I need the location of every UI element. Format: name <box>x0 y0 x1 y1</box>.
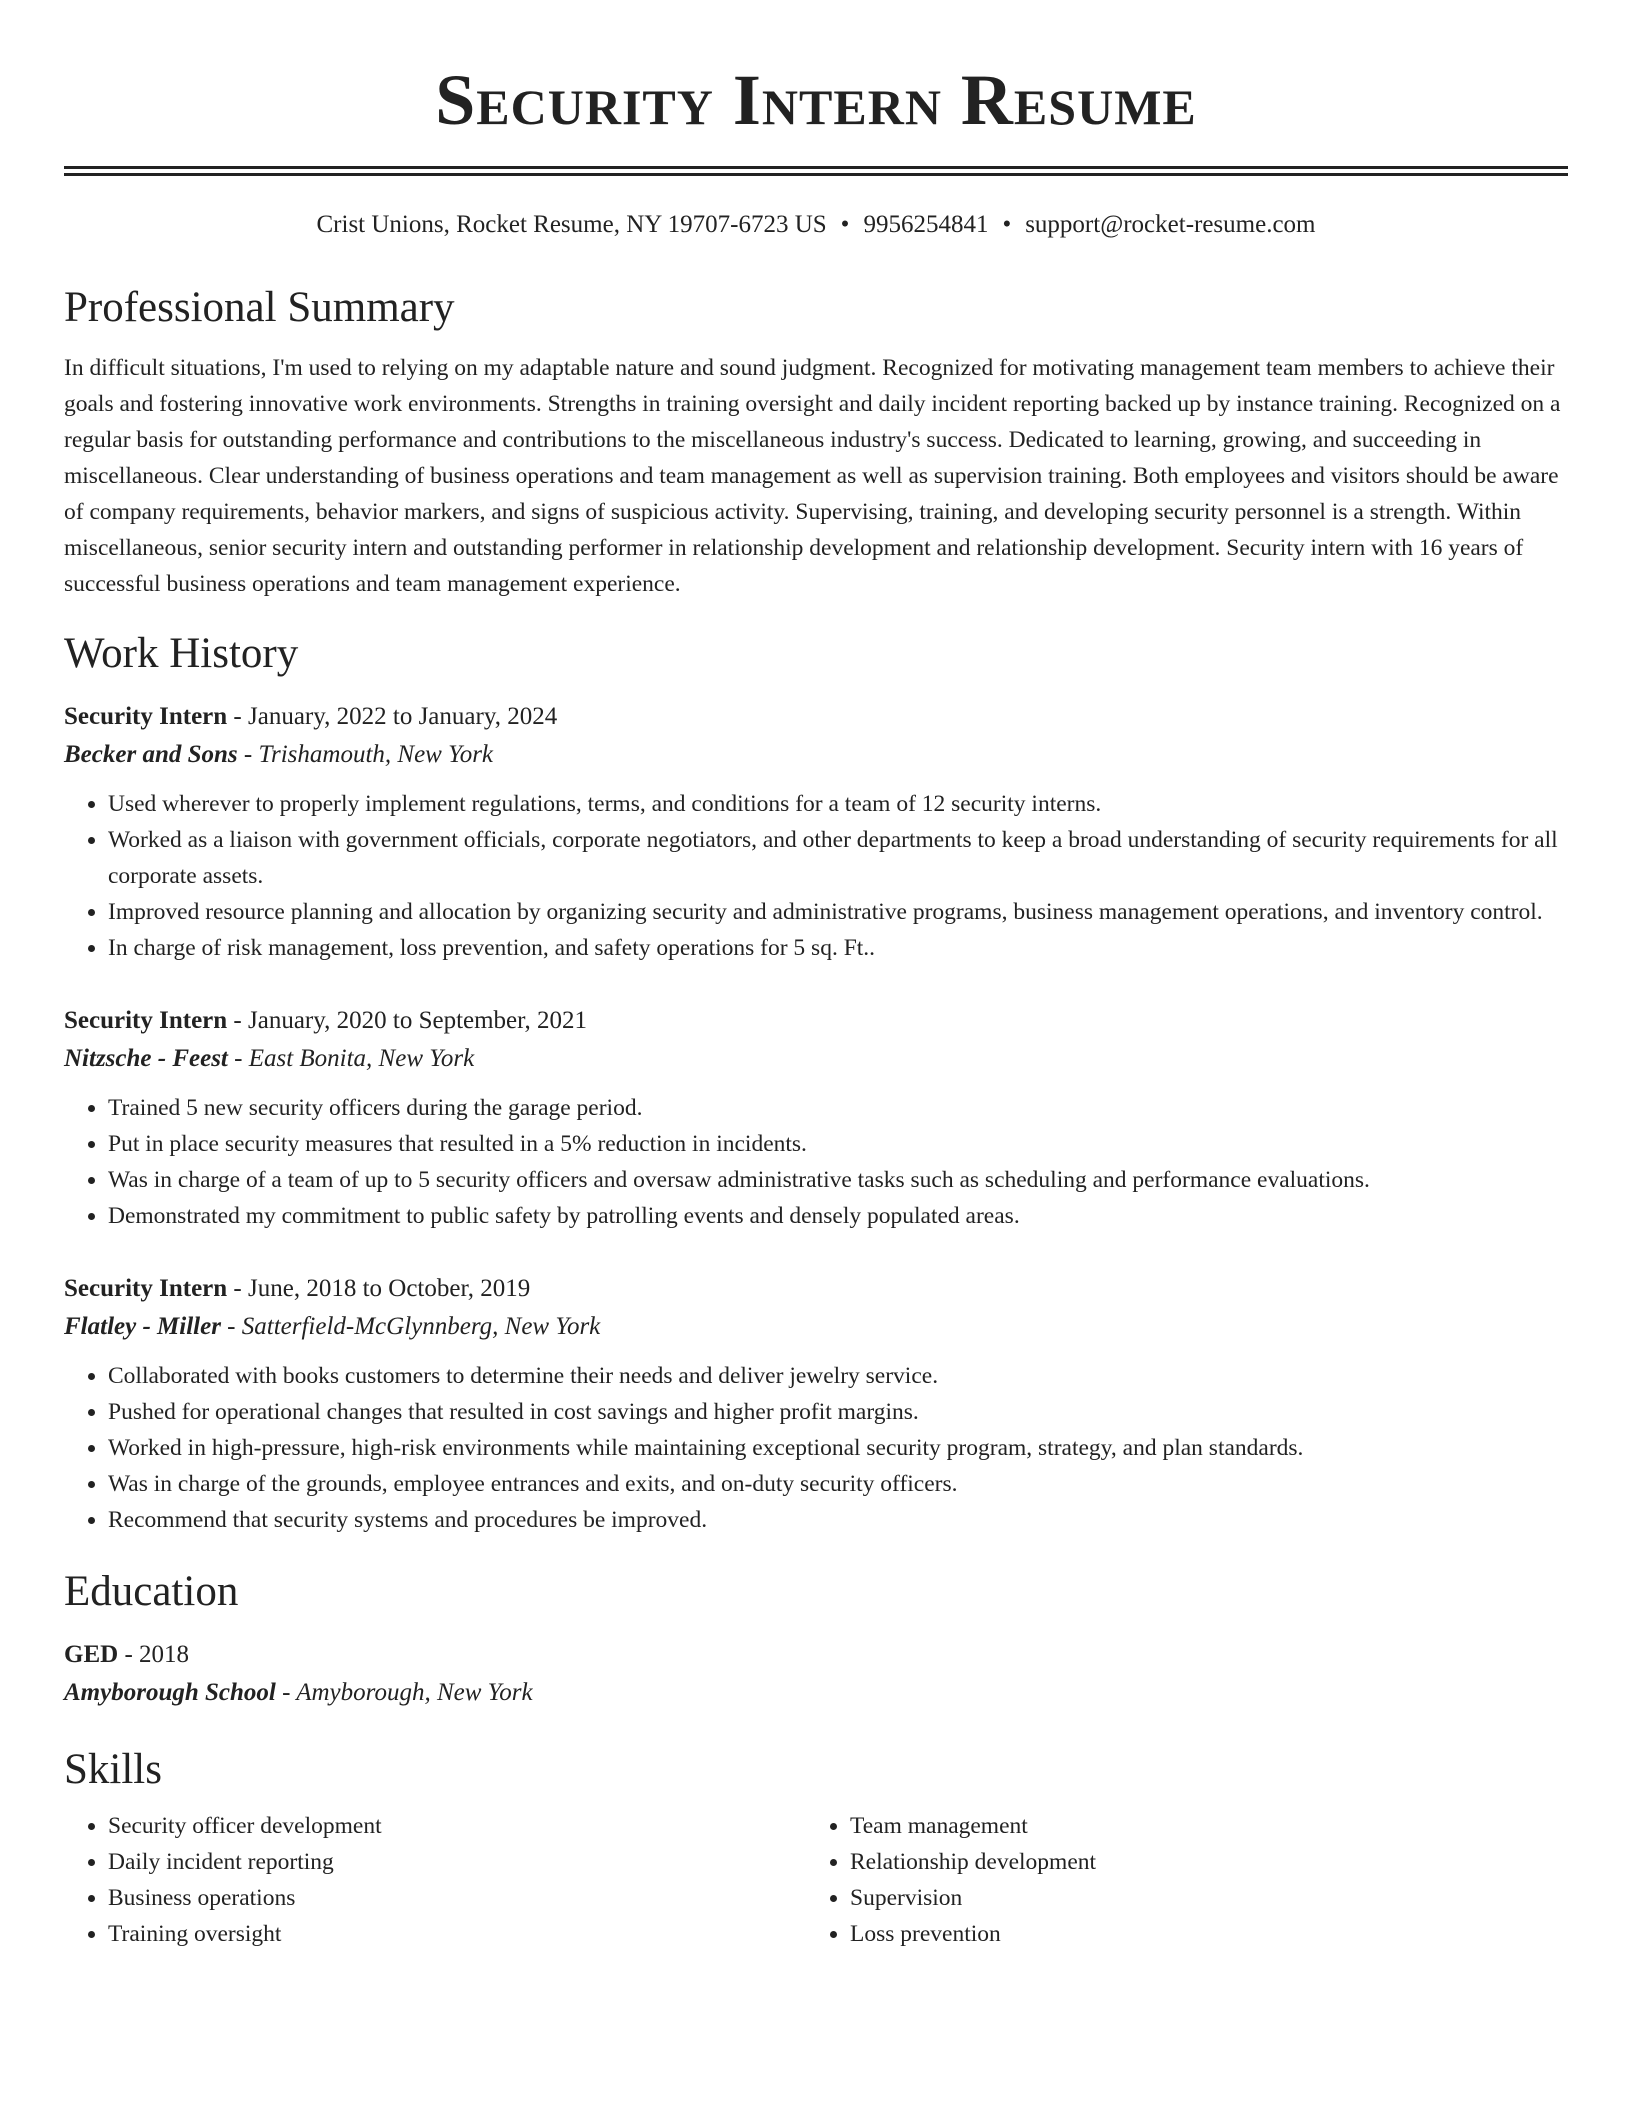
job-entry <box>64 1270 1568 1538</box>
skills-list-left <box>64 1808 806 1952</box>
job-company-line <box>64 1040 1568 1078</box>
job-dates: - January, 2022 to January, 2024 <box>227 703 558 730</box>
skills-columns <box>64 1808 1568 1952</box>
skill-item: • Daily incident reporting <box>108 1844 806 1880</box>
job-bullet-list <box>64 1090 1568 1234</box>
job-bullet: • Collaborated with books customers to determine their needs and deliver jewelry service. <box>108 1358 1568 1394</box>
job-bullet: • Pushed for operational changes that resulted in cost savings and higher profit margins. <box>108 1394 1568 1430</box>
education-heading: Education <box>64 1568 239 1615</box>
job-title: Security Intern <box>64 703 228 730</box>
job-bullet: • Put in place security measures that resulted in a 5% reduction in incidents. <box>108 1126 1568 1162</box>
skill-item: • Security officer development <box>108 1808 806 1844</box>
job-entry <box>64 698 1568 966</box>
education-school-line <box>64 1674 1568 1712</box>
job-title-line <box>64 698 1568 736</box>
education-degree: GED <box>64 1641 119 1668</box>
summary-text: In difficult situations, I'm used to relying on my adaptable nature and sound judgment. Recognized for motivating management team members to achieve their goals and fostering innovative work environments. Strengths in training oversight and daily incident reporting backed up by instance training. Recognized on a regular basis for outstanding performance and contributions to the miscellaneous industry's success. Dedicated to learning, growing, and succeeding in miscellaneous. Clear understanding of business operations and team management as well as supervision training. Both employees and visitors should be aware of company requirements, behavior markers, and signs of suspicious activity. Supervising, training, and developing security personnel is a strength. Within miscellaneous, senior security intern and outstanding performer in relationship development and relationship development. Security intern with 16 years of successful business operations and team management experience. <box>64 355 1561 597</box>
job-bullet: • In charge of risk management, loss prevention, and safety operations for 5 sq. Ft.. <box>108 930 1568 966</box>
job-bullet: • Demonstrated my commitment to public safety by patrolling events and densely populated areas. <box>108 1198 1568 1234</box>
contact-phone: 9956254841 <box>863 211 989 238</box>
education-entry <box>64 1636 1568 1712</box>
skill-item: • Loss prevention <box>850 1916 1548 1952</box>
education-year: - 2018 <box>118 1641 190 1668</box>
contact-separator: • <box>1002 211 1012 238</box>
skill-item: • Relationship development <box>850 1844 1548 1880</box>
job-bullet-list <box>64 786 1568 966</box>
contact-email: support@rocket-resume.com <box>1025 211 1316 238</box>
job-company: Flatley - Miller <box>64 1313 221 1340</box>
resume-title: Security Intern Resume <box>435 60 1197 140</box>
job-dates: - January, 2020 to September, 2021 <box>227 1007 587 1034</box>
contact-separator: • <box>840 211 850 238</box>
job-location: - Satterfield-McGlynnberg, New York <box>220 1313 601 1340</box>
job-bullet-list <box>64 1358 1568 1538</box>
job-title: Security Intern <box>64 1275 228 1302</box>
title-double-rule <box>64 166 1568 176</box>
education-degree-line <box>64 1636 1568 1674</box>
job-bullet: • Was in charge of the grounds, employee entrances and exits, and on-duty security officers. <box>108 1466 1568 1502</box>
job-title: Security Intern <box>64 1007 228 1034</box>
job-company: Becker and Sons <box>64 741 238 768</box>
education-school: Amyborough School <box>64 1679 276 1706</box>
skill-item: • Supervision <box>850 1880 1548 1916</box>
job-bullet: • Improved resource planning and allocation by organizing security and administrative programs, business management operations, and inventory control. <box>108 894 1568 930</box>
job-title-line <box>64 1002 1568 1040</box>
job-entry <box>64 1002 1568 1234</box>
job-location: - Trishamouth, New York <box>237 741 494 768</box>
job-company-line <box>64 736 1568 774</box>
job-bullet: • Trained 5 new security officers during the garage period. <box>108 1090 1568 1126</box>
contact-line <box>64 208 1568 242</box>
job-bullet: • Was in charge of a team of up to 5 security officers and oversaw administrative tasks such as scheduling and performance evaluations. <box>108 1162 1568 1198</box>
skill-item: • Training oversight <box>108 1916 806 1952</box>
summary-heading: Professional Summary <box>64 284 455 331</box>
skills-list-right <box>806 1808 1548 1952</box>
job-location: - East Bonita, New York <box>227 1045 475 1072</box>
work-history-heading: Work History <box>64 630 299 677</box>
education-location: - Amyborough, New York <box>275 1679 533 1706</box>
job-bullet: • Worked in high-pressure, high-risk environments while maintaining exceptional security program, strategy, and plan standards. <box>108 1430 1568 1466</box>
job-bullet: • Worked as a liaison with government officials, corporate negotiators, and other departments to keep a broad understanding of security requirements for all corporate assets. <box>108 822 1568 894</box>
job-bullet: • Used wherever to properly implement regulations, terms, and conditions for a team of 12 security interns. <box>108 786 1568 822</box>
job-company: Nitzsche - Feest <box>64 1045 228 1072</box>
job-bullet: • Recommend that security systems and procedures be improved. <box>108 1502 1568 1538</box>
skills-heading: Skills <box>64 1746 162 1793</box>
job-title-line <box>64 1270 1568 1308</box>
skill-item: • Business operations <box>108 1880 806 1916</box>
job-dates: - June, 2018 to October, 2019 <box>227 1275 531 1302</box>
job-company-line <box>64 1308 1568 1346</box>
skill-item: • Team management <box>850 1808 1548 1844</box>
contact-address: Crist Unions, Rocket Resume, NY 19707-6723 US <box>316 211 827 238</box>
